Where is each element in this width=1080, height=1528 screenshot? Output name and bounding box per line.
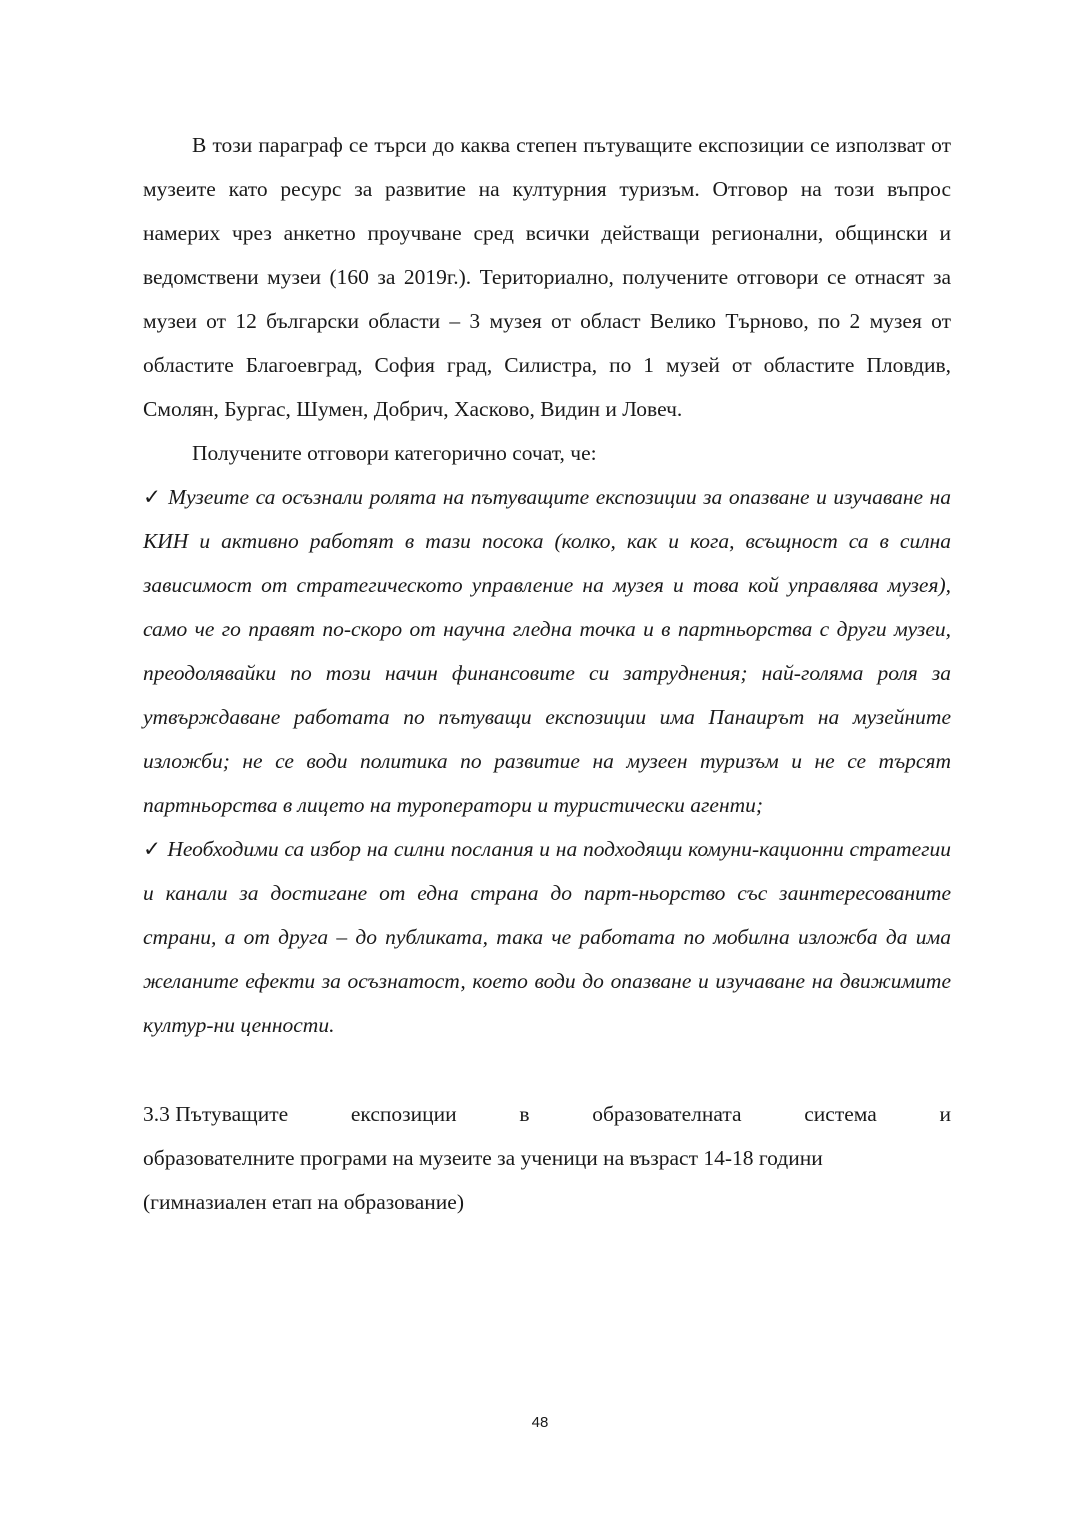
section-heading-continuation: образователните програми на музеите за ученици на възраст 14-18 години (гимназиален етап на образование) [143,1146,823,1214]
bullet-item [143,827,951,1047]
section-heading-word: в [519,1102,530,1126]
section-heading [143,1092,951,1224]
section-heading-line [143,1092,951,1136]
section-heading-word: 3.3 Пътуващите [143,1102,289,1126]
body-paragraph-intro: Получените отговори категорично сочат, че: [192,441,597,465]
page-number: 48 [531,1414,549,1431]
bullet-text: Музеите са осъзнали ролята на пътуващите експозиции за опазване и изучаване на КИН и активно работят в тази посока (колко, как и кога, всъщност са в силна зависимост от стратегическото управление на музея и това кой управлява музея), само че го правят по-скоро от научна гледна точка и в партньорства с други музеи, преодолявайки по този начин финансовите си затруднения; най-голяма роля за утвърждаване работата по пътуващи експозиции има Панаирът на музейните изложби; не се води политика по развитие на музеен туризъм и не се търсят партньорства в лицето на туроператори и туристически агенти; [143,485,951,817]
section-heading-word: експозиции [350,1102,457,1126]
section-number: 3.3 [143,1102,170,1126]
section-heading-word: и [939,1102,951,1126]
body-paragraph: В този параграф се търси до каква степен пътуващите експозиции се използват от музеите като ресурс за развитие на културния туризъм. Отговор на този въпрос намерих чрез анкетно проучване сред всички действащи регионални, общински и ведомствени музеи (160 за 2019г.). Териториално, получените отговори се отнасят за музеи от 12 български области – 3 музея от област Велико Търново, по 2 музея от областите Благоевград, София град, Силистра, по 1 музей от областите Пловдив, Смолян, Бургас, Шумен, Добрич, Хасково, Видин и Ловеч. [143,133,951,421]
document-body [143,123,951,1224]
bullet-item [143,475,951,827]
checkmark-icon: ✓ [143,837,162,861]
section-heading-word: образователната [592,1102,742,1126]
bullet-text: Необходими са избор на силни послания и на подходящи комуни-кационни стратегии и канали за достигане от една страна до парт-ньорство със заинтересованите страни, а от друга – до публиката, така че работата по мобилна изложба да има желаните ефекти за осъзнатост, което води до опазване и изучаване на движимите култур-ни ценности. [143,837,952,1037]
checkmark-icon: ✓ [143,485,163,509]
section-heading-word: система [804,1102,877,1126]
